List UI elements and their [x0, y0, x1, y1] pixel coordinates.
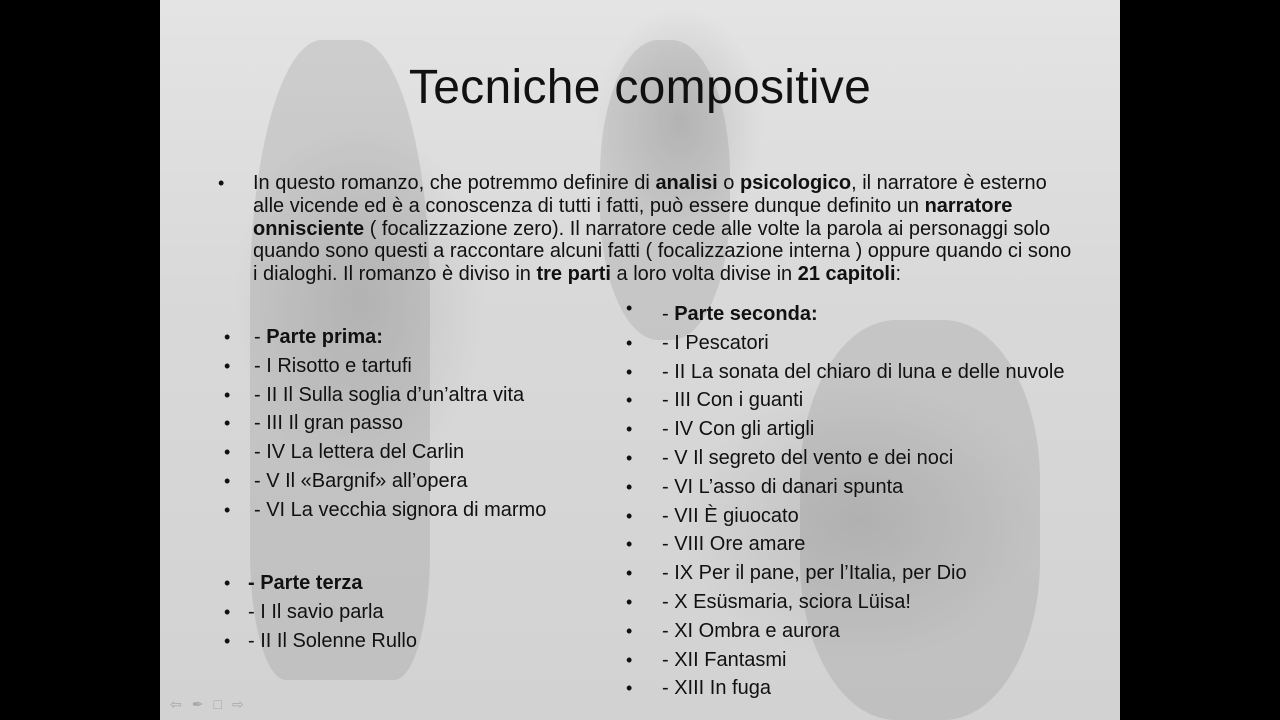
bullet-dot: • [626, 419, 633, 440]
parte-prima-heading [224, 323, 546, 352]
bullet-dot: • [626, 620, 633, 641]
chapter-item [626, 588, 1065, 617]
intro-paragraph [218, 172, 1073, 286]
intro-bold-run: narratore onnisciente [253, 194, 1013, 240]
bullet-dot: • [626, 447, 633, 468]
bullet-dot: • [224, 442, 231, 463]
intro-run: : [895, 263, 902, 286]
slide-icon[interactable]: □ [213, 696, 222, 712]
bullet-dot: • [224, 470, 231, 491]
chapter-item [626, 329, 1065, 358]
arrow-right-icon[interactable]: ⇨ [231, 696, 244, 712]
chapter-item [626, 473, 1065, 502]
bullet-dot: • [626, 505, 633, 526]
chapter-label: - XIII In fuga [662, 677, 771, 700]
bullet-dot: • [224, 499, 231, 520]
chapter-label: - II Il Sulla soglia d’un’altra vita [254, 383, 525, 406]
bullet-dot: • [626, 298, 633, 318]
heading-prefix: - [662, 303, 675, 325]
bullet-dot: • [224, 384, 231, 405]
chapter-item [224, 381, 546, 410]
heading-prefix: - [254, 326, 267, 348]
bullet-dot: • [626, 534, 633, 555]
chapter-item [626, 559, 1065, 588]
chapter-item [626, 358, 1065, 387]
chapter-item [626, 617, 1065, 646]
chapter-label: - XII Fantasmi [662, 648, 787, 671]
bullet-dot: • [626, 332, 633, 353]
intro-text [253, 172, 1073, 286]
slide-title: Tecniche compositive [408, 61, 872, 114]
chapter-label: - II La sonata del chiaro di luna e delle nuvole [662, 360, 1065, 383]
chapter-label: - VI L’asso di danari spunta [662, 475, 904, 498]
chapter-item [224, 352, 546, 381]
intro-run: a loro volta divise in [610, 263, 798, 286]
bullet-dot: • [224, 573, 231, 593]
intro-bold-run: analisi [655, 172, 718, 194]
heading-text: Parte prima: [266, 326, 383, 348]
chapter-label: - IX Per il pane, per l’Italia, per Dio [662, 562, 967, 585]
chapter-item [224, 467, 546, 496]
intro-run: ( focalizzazione zero). Il narratore cede alle volte la parola ai personaggi solo quando sono questi a raccontare alcuni fatti ( focalizzazione interna ) oppure quando ci sono i dialoghi. Il romanzo è diviso in [253, 217, 1072, 286]
chapter-label: - VIII Ore amare [662, 533, 806, 556]
chapter-item [626, 646, 1065, 675]
bullet-dot: • [626, 563, 633, 584]
intro-run: , il narratore è esterno alle vicende ed è a conoscenza di tutti i fatti, può essere dunque definito un [253, 172, 1047, 217]
parte-prima-list [224, 323, 547, 525]
intro-run: In questo romanzo, che potremmo definire di [253, 172, 656, 194]
intro-bold-run: psicologico [739, 172, 852, 194]
bullet-dot: • [224, 355, 231, 376]
chapter-label: - I Il savio parla [248, 600, 384, 623]
bullet-dot: • [224, 327, 231, 347]
arrow-left-icon[interactable]: ⇦ [170, 696, 182, 712]
presenter-nav [170, 696, 244, 713]
chapter-item [626, 386, 1065, 415]
chapter-label: - V Il «Bargnif» all’opera [254, 469, 468, 492]
chapter-item [626, 502, 1065, 531]
parte-terza-list [224, 569, 417, 655]
intro-bold-run: tre parti [536, 263, 611, 286]
parte-terza-heading [224, 569, 417, 598]
bullet-dot: • [626, 649, 633, 670]
chapter-label: - VI La vecchia signora di marmo [254, 498, 547, 521]
chapter-item [224, 409, 546, 438]
chapter-label: - IV Con gli artigli [662, 418, 815, 441]
bullet-dot: • [218, 173, 225, 193]
pen-icon[interactable]: ✒ [191, 696, 204, 712]
chapter-label: - VII È giuocato [662, 504, 799, 527]
bullet-dot: • [224, 630, 231, 651]
chapter-item [626, 415, 1065, 444]
chapter-item [626, 444, 1065, 473]
bullet-dot: • [224, 413, 231, 434]
bullet-dot: • [626, 361, 633, 382]
chapter-label: - II Il Solenne Rullo [248, 629, 417, 652]
parte-seconda-list [626, 298, 1065, 703]
chapter-item [224, 598, 417, 627]
chapter-label: - IV La lettera del Carlin [254, 441, 465, 464]
chapter-item [224, 438, 546, 467]
chapter-label: - X Esüsmaria, sciora Lüisa! [662, 590, 911, 613]
parte-seconda-heading [626, 298, 1065, 329]
chapter-label: - III Con i guanti [662, 389, 804, 412]
chapter-item [224, 496, 547, 525]
heading-text: Parte seconda: [674, 303, 818, 325]
chapter-item [626, 530, 1065, 559]
chapter-item [626, 674, 1065, 703]
slide [160, 0, 1120, 720]
bullet-dot: • [626, 390, 633, 411]
chapter-label: - V Il segreto del vento e dei noci [662, 446, 954, 469]
heading-text: - Parte terza [248, 572, 363, 594]
intro-bold-run: 21 capitoli [797, 263, 896, 286]
bullet-dot: • [626, 476, 633, 497]
bullet-dot: • [224, 601, 231, 622]
bullet-dot: • [626, 591, 633, 612]
intro-run: o [717, 172, 740, 194]
chapter-label: - I Pescatori [662, 331, 769, 354]
bullet-dot: • [626, 678, 633, 699]
chapter-label: - XI Ombra e aurora [662, 619, 840, 642]
chapter-label: - I Risotto e tartufi [254, 354, 412, 377]
chapter-item [224, 627, 417, 656]
chapter-label: - III Il gran passo [254, 412, 403, 435]
